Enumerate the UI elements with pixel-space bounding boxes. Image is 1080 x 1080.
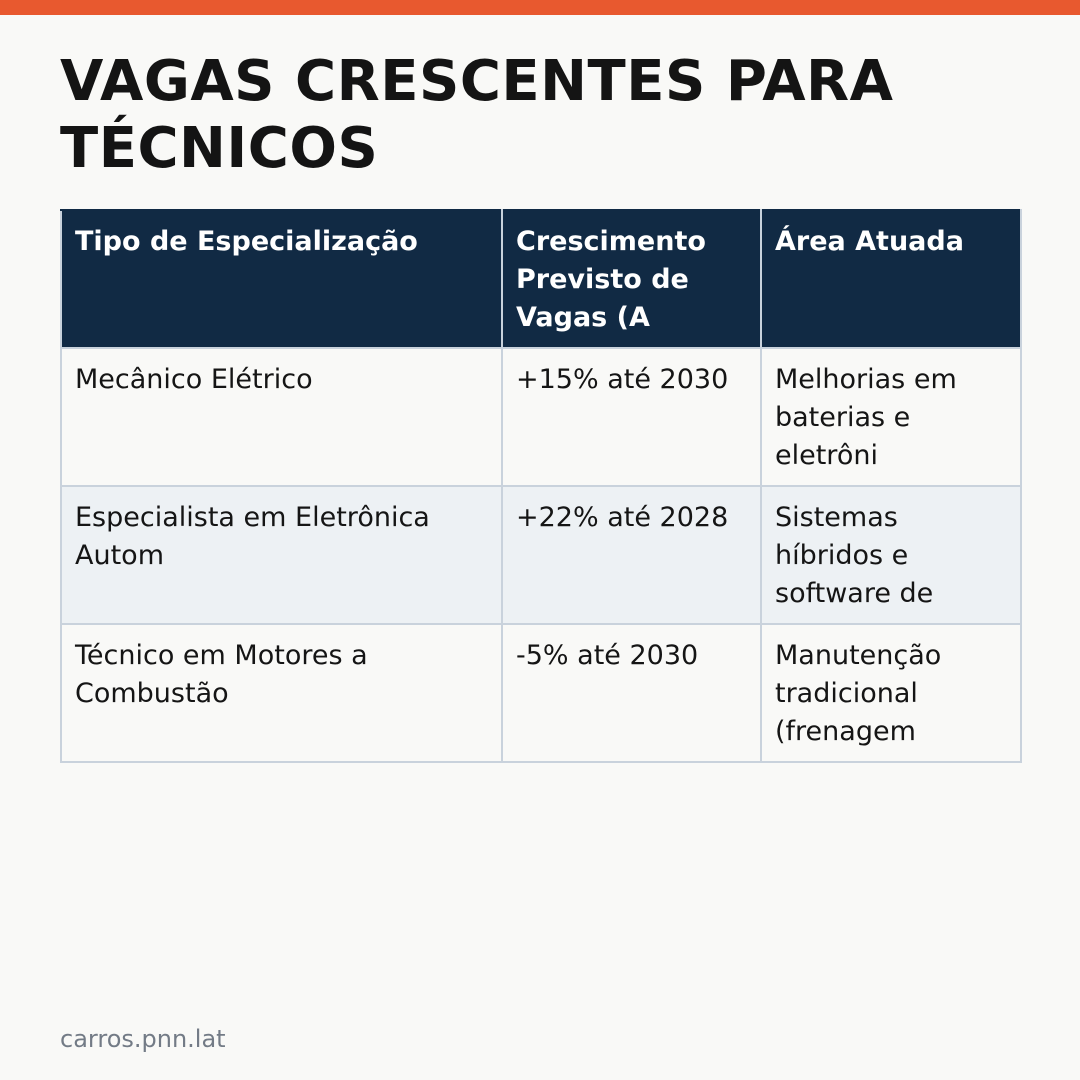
cell-growth: +15% até 2030	[502, 348, 761, 486]
top-accent-bar	[0, 0, 1080, 15]
cell-area: Manutenção tradicional (frenagem	[761, 624, 1021, 762]
cell-area: Melhorias em baterias e eletrôni	[761, 348, 1021, 486]
table-header-row	[61, 210, 1021, 348]
table-row	[61, 486, 1021, 624]
header-cell-area: Área Atuada	[761, 210, 1021, 348]
table-row	[61, 348, 1021, 486]
cell-specialization: Especialista em Eletrônica Autom	[61, 486, 502, 624]
cell-area: Sistemas híbridos e software de	[761, 486, 1021, 624]
cell-growth: -5% até 2030	[502, 624, 761, 762]
footer-site-url: carros.pnn.lat	[60, 1025, 226, 1053]
cell-specialization: Técnico em Motores a Combustão	[61, 624, 502, 762]
header-cell-growth: Crescimento Previsto de Vagas (A	[502, 210, 761, 348]
table-row	[61, 624, 1021, 762]
cell-specialization: Mecânico Elétrico	[61, 348, 502, 486]
page-title: VAGAS CRESCENTES PARA TÉCNICOS	[60, 49, 894, 181]
header-cell-specialization: Tipo de Especialização	[61, 210, 502, 348]
jobs-table	[60, 209, 1022, 763]
cell-growth: +22% até 2028	[502, 486, 761, 624]
